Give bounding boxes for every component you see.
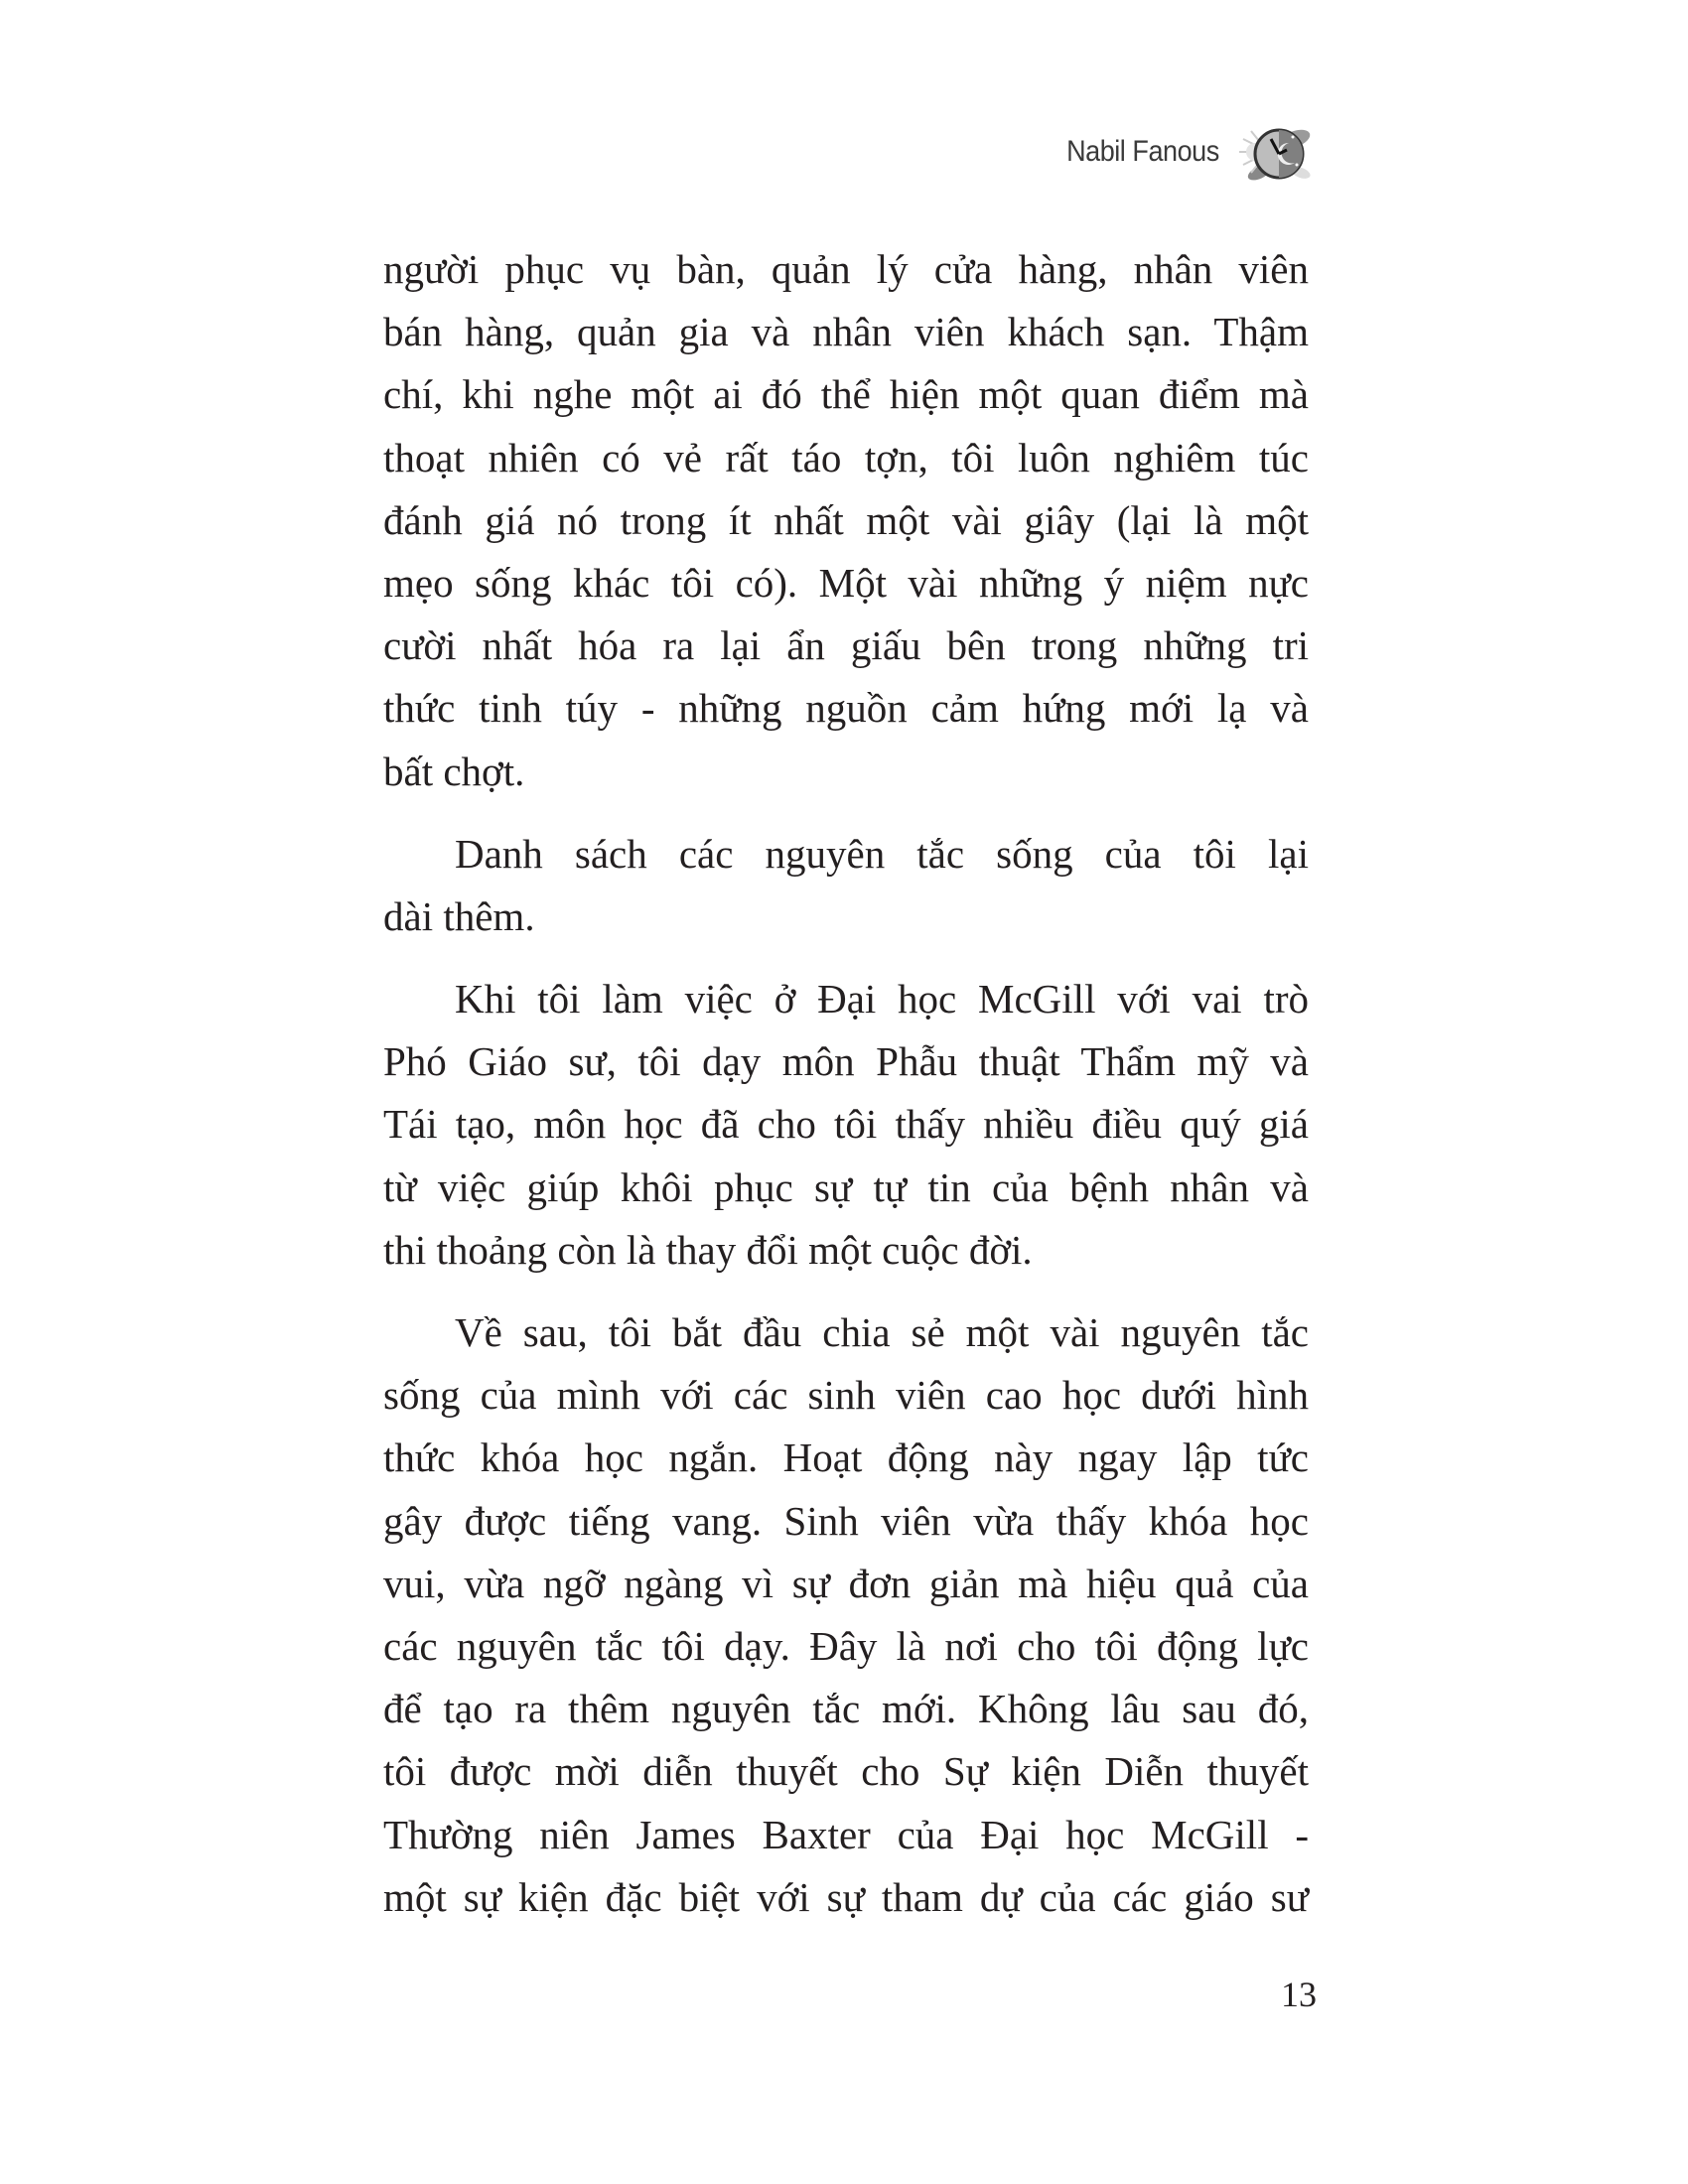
text-line: Khi tôi làm việc ở Đại học McGill với vai trò xyxy=(455,976,1309,1023)
page-number: 13 xyxy=(1281,1975,1317,2014)
paragraph xyxy=(383,1301,1309,1929)
text-line: người phục vụ bàn, quản lý cửa hàng, nhân viên xyxy=(383,246,1309,292)
text-line: Thường niên James Baxter của Đại học McGill - xyxy=(383,1811,1309,1857)
paragraph xyxy=(383,823,1309,948)
page-body-text xyxy=(383,238,1309,1949)
text-line: bán hàng, quản gia và nhân viên khách sạn. Thậm xyxy=(383,309,1309,355)
text-line: Về sau, tôi bắt đầu chia sẻ một vài nguyên tắc xyxy=(455,1309,1309,1355)
text-line: dài thêm. xyxy=(383,892,535,939)
text-line: sống của mình với các sinh viên cao học dưới hình xyxy=(383,1372,1309,1419)
sun-moon-clock-icon xyxy=(1231,117,1315,187)
text-line: gây được tiếng vang. Sinh viên vừa thấy khóa học xyxy=(383,1497,1309,1544)
text-line: bất chợt. xyxy=(383,748,525,794)
text-line: các nguyên tắc tôi dạy. Đây là nơi cho tôi động lực xyxy=(383,1622,1309,1669)
paragraph xyxy=(383,238,1309,803)
author-name: Nabil Fanous xyxy=(1066,135,1219,168)
text-line: Danh sách các nguyên tắc sống của tôi lại xyxy=(455,830,1309,877)
paragraph xyxy=(383,968,1309,1282)
text-line: đánh giá nó trong ít nhất một vài giây (lại là một xyxy=(383,496,1309,543)
text-line: chí, khi nghe một ai đó thể hiện một quan điểm mà xyxy=(383,371,1309,418)
text-line: mẹo sống khác tôi có). Một vài những ý niệm nực xyxy=(383,559,1309,606)
text-line: thoạt nhiên có vẻ rất táo tợn, tôi luôn nghiêm túc xyxy=(383,434,1309,480)
text-line: tôi được mời diễn thuyết cho Sự kiện Diễn thuyết xyxy=(383,1748,1309,1795)
text-line: vui, vừa ngỡ ngàng vì sự đơn giản mà hiệu quả của xyxy=(383,1560,1309,1606)
running-header xyxy=(1050,127,1219,177)
text-line: thức khóa học ngắn. Hoạt động này ngay lập tức xyxy=(383,1434,1309,1481)
text-line: Phó Giáo sư, tôi dạy môn Phẫu thuật Thẩm mỹ và xyxy=(383,1038,1309,1085)
text-line: từ việc giúp khôi phục sự tự tin của bệnh nhân và xyxy=(383,1163,1309,1210)
text-line: một sự kiện đặc biệt với sự tham dự của các giáo sư xyxy=(383,1873,1309,1920)
text-line: Tái tạo, môn học đã cho tôi thấy nhiều điều quý giá xyxy=(383,1101,1309,1148)
text-line: thi thoảng còn là thay đổi một cuộc đời. xyxy=(383,1226,1033,1273)
text-line: để tạo ra thêm nguyên tắc mới. Không lâu sau đó, xyxy=(383,1686,1309,1732)
text-line: thức tinh túy - những nguồn cảm hứng mới lạ và xyxy=(383,685,1309,732)
text-line: cười nhất hóa ra lại ẩn giấu bên trong những tri xyxy=(383,622,1309,669)
